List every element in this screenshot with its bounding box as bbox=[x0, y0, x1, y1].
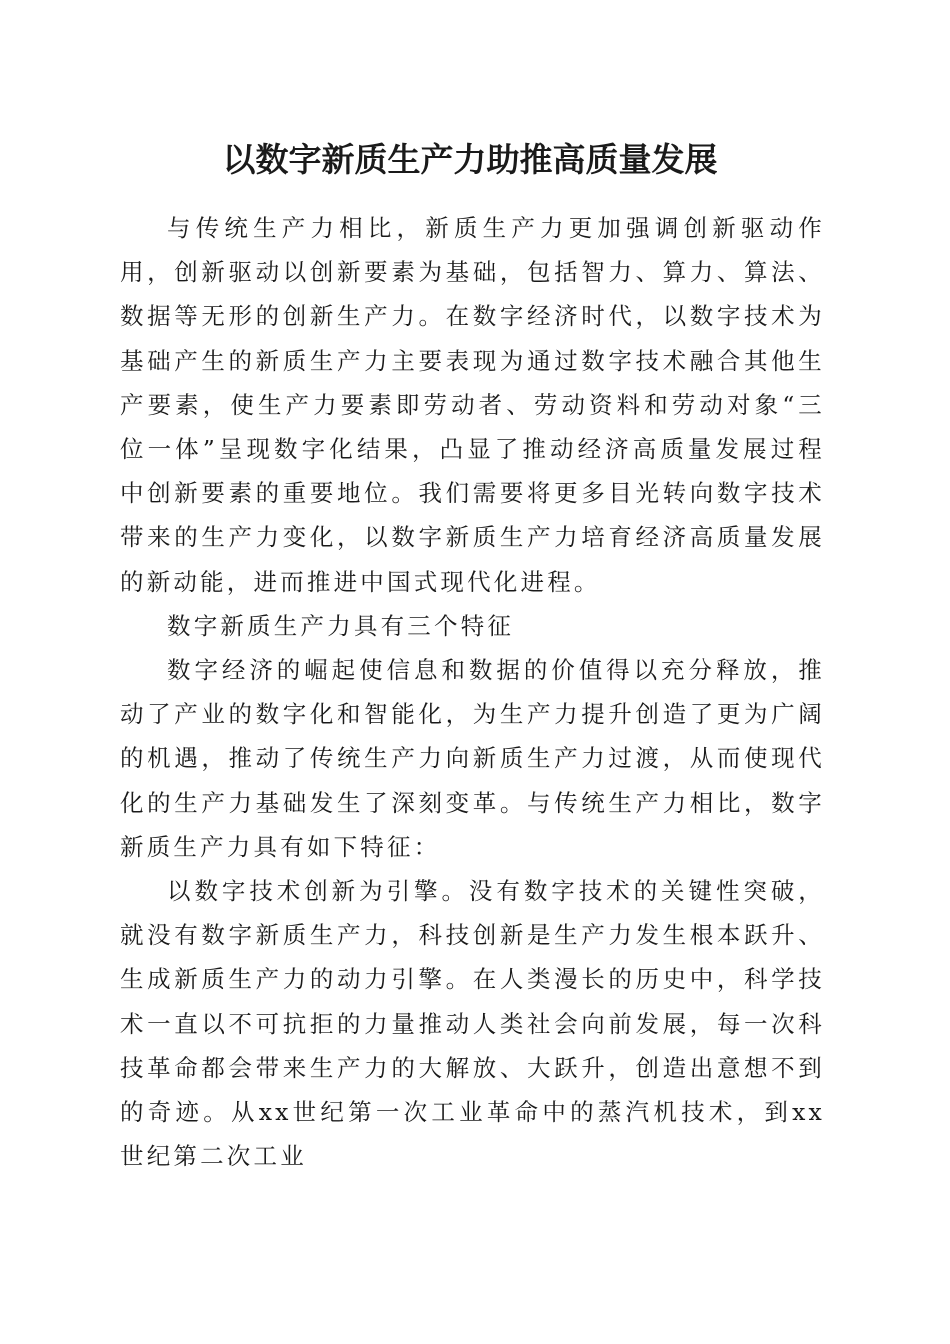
section-heading: 数字新质生产力具有三个特征 bbox=[167, 611, 515, 640]
paragraph-tech-innovation-engine: 以数字技术创新为引擎。没有数字技术的关键性突破，就没有数字新质生产力，科技创新是生产力发生根本跃升、生成新质生产力的动力引擎。在人类漫长的历史中，科学技术一直以不可抗拒的力量推动人类社会向前发展，每一次科技革命都会带来生产力的大解放、大跃升，创造出意想不到的奇迹。从xx世纪第一次工业革命中的蒸汽机技术，到xx世纪第二次工业 bbox=[120, 877, 825, 1171]
document-title: 以数字新质生产力助推高质量发展 bbox=[222, 140, 718, 179]
paragraph-intro: 与传统生产力相比，新质生产力更加强调创新驱动作用，创新驱动以创新要素为基础，包括智力、算力、算法、数据等无形的创新生产力。在数字经济时代，以数字技术为基础产生的新质生产力主要表现为通过数字技术融合其他生产要素，使生产力要素即劳动者、劳动资料和劳动对象“三位一体”呈现数字化结果，凸显了推动经济高质量发展过程中创新要素的重要地位。我们需要将更多目光转向数字技术带来的生产力变化，以数字新质生产力培育经济高质量发展的新动能，进而推进中国式现代化进程。 bbox=[120, 214, 825, 596]
paragraph-rise-of-digital-economy: 数字经济的崛起使信息和数据的价值得以充分释放，推动了产业的数字化和智能化，为生产力提升创造了更为广阔的机遇，推动了传统生产力向新质生产力过渡，从而使现代化的生产力基础发生了深刻变革。与传统生产力相比，数字新质生产力具有如下特征： bbox=[120, 656, 825, 861]
document-body bbox=[120, 206, 825, 1178]
